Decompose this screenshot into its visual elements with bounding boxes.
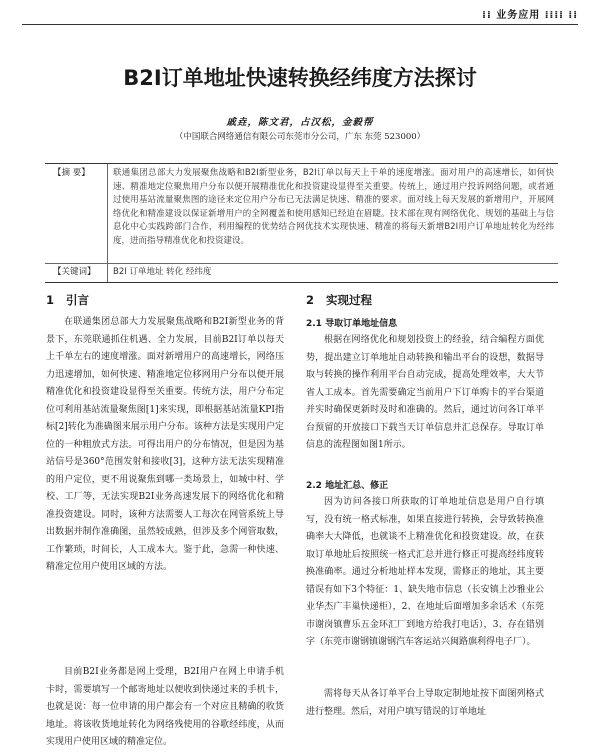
abstract-label: 【摘 要】 [53,168,90,178]
abstract-text: 联通集团总部大力发展聚焦战略和B2I新型业务，B2I订单以每天上千单的速度增涨。面对用户的高速增长，如何快速、精准地定位聚焦用户分布以便开展精准优化和投资建设显得至关重要。传统上，通过用户投诉网络问题，或者通过使用基站流量聚焦图的途径来定位用户分布已无法满足快速、精准的要求。面对线上每天发展的新增用户，开展网络优化和精准建设以保证新增用户的全网覆盖和使用感知已经迫在眉睫。技术部在现有网络优化、规划的基础上与信息化中心实践跨部门合作，利用编程的优势结合网优技术实现快速、精准的将每天新增B2I用户订单地址转化为经纬度，进而指导精准优化和投资建设。 [113,168,554,246]
subsection-heading-2-2 [306,478,544,491]
section-number: 1 [46,293,55,307]
intro-paragraph-2: 目前B2I业务都是网上受理，B2I用户在网上申请手机卡时，需要填写一个邮寄地址以便收到快递过来的手机卡，也就是说：每一位申请的用户都会有一个对应且精确的收货地址。将该收货地址转化为网络残使用的谷歌经纬度，从而实现用户使用区域的精准定位。 [46,667,284,747]
intro-paragraph-1: 在联通集团总部大力发展聚焦战略和B2I新型业务的背景下，东莞联通抓住机遇、全力发展，目前B2I订单以每天上千单左右的速度增涨。面对新增用户的高速增长，网络压力迅速增加，如何快速、精准地定位移网用户分布以便开展精准优化和投资建设显得至关重要。传统方法，用户分布定位可利用基站流量聚焦图[1]来实现，即根据基站流量KPI指标[2]转化为准确图来展示用户分布。该种方法是实现用户定位的一种粗放式方法。可得出用户的分布情况，但是因为基站信号是360°范围发射和接收[3]，这种方法无法实现精准的用户定位，更不用说聚焦到哪一类场景上，如城中村、学校、工厂等，无法实现B2I业务高速发展下的网络优化和精准投资建设。同时，该种方法需要人工每次在网管系统上导出数据并制作准确图，虽然较成熟，但涉及多个网管取数，工作繁琐，时间长，人工成本大。鉴于此，急需一种快速、精准定位用户使用区域的方法。 [46,317,284,572]
abstract-box [45,163,558,283]
subsection-heading-2-1 [306,316,544,329]
subsection-number: 2.1 [306,319,322,329]
section-title: 引言 [66,293,90,307]
right-column [306,292,544,722]
left-column [46,292,284,752]
subsection-number: 2.2 [306,481,322,491]
section-header: ⁞⁞ 业务应用 ⁞⁞⁞⁞ ⁞⁞ [482,10,578,21]
article-authors: 戚垚，陈文君，占汉松，金毅帮 [226,117,374,128]
article-affiliation: （中国联合网络通信有限公司东莞市分公司，广东 东莞 523000） [174,132,426,142]
section-heading-implementation [306,292,544,308]
subsection-2-2-paragraph-1: 因为访问各接口所获取的订单地址信息是用户自行填写，没有统一格式标准，如果直接进行转换，会导致转换准确率大大降低，也就谈不上精准优化和投资建设。故，在获取订单地址后按照统一格式汇总并进行修正可提高经纬度转换准确率。通过分析地址样本发现，需修正的地址，其主要错误有如下3个特征：1、缺失地市信息（长安镇上沙雅业公业华杰广丰巢快递柜），2、在地址后面增加多余话术（东莞市谢岗镇曹乐五金环汇厂到地方给我打电话），3、存在错别字（东莞市谢钢镇谢钢汽车客运站兴闽路旗利得电子厂）。 [306,497,544,647]
article-title: B2I订单地址快速转换经纬度方法探讨 [123,66,477,90]
section-number: 2 [306,293,315,307]
abstract-divider-vertical [107,164,108,282]
keywords-text: B2I 订单地址 转化 经纬度 [113,267,212,277]
section-heading-intro [46,292,284,308]
keywords-label: 【关键词】 [53,267,96,277]
section-title: 实现过程 [326,293,373,307]
subsection-2-1-paragraph: 根据在网络优化和规划投资上的经验，结合编程方面优势，提出建立订单地址自动转换和输出平台的设想，数据导取与转换的操作利用平台自动完成，提高处理效率，大大节省人工成本。首先需要确定当前用户下订单购卡的平台渠道并实时确保更新时及时和准确的。然后，通过访问各订单平台预留的开放接口下载当天订单信息并汇总保存。导取订单信息的流程图如图1所示。 [306,335,544,450]
header-rule [22,24,578,25]
abstract-divider [45,263,558,264]
subsection-2-2-paragraph-2: 需将每天从各订单平台上导取定制地址按下面图列格式进行整理。然后，对用户填写错误的订单地址 [306,689,544,717]
subsection-title: 地址汇总、修正 [325,481,389,491]
subsection-title: 导取订单地址信息 [325,319,398,329]
